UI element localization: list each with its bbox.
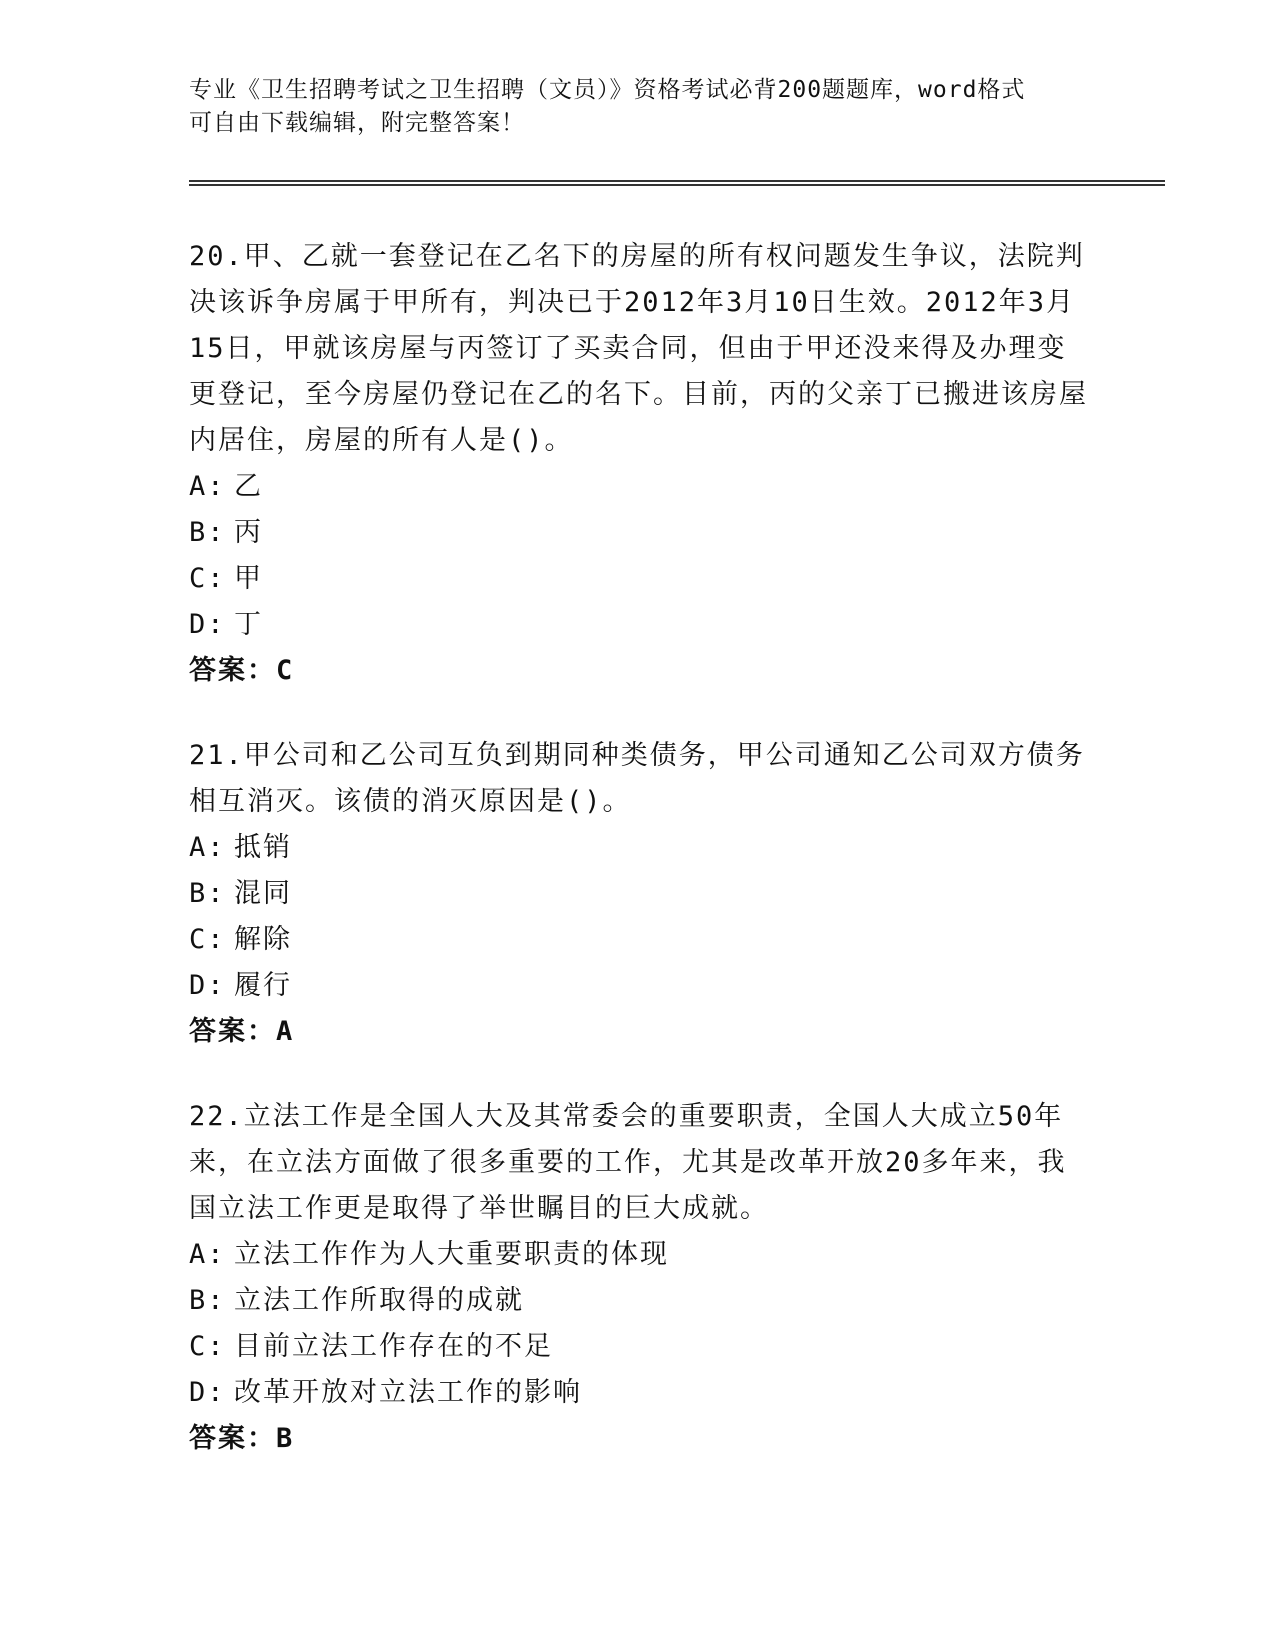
option-letter: B: xyxy=(189,517,226,548)
option-c xyxy=(189,1324,1089,1370)
option-letter: B: xyxy=(189,1285,226,1316)
header-title-line-2: 可自由下载编辑，附完整答案！ xyxy=(189,110,525,136)
option-c xyxy=(189,556,1089,602)
option-a xyxy=(189,464,1089,510)
option-d xyxy=(189,963,1089,1009)
question-list xyxy=(189,234,1089,1501)
option-text: 目前立法工作存在的不足 xyxy=(234,1331,553,1362)
question-stem: 21.甲公司和乙公司互负到期同种类债务，甲公司通知乙公司双方债务相互消灭。该债的消灭原因是()。 xyxy=(189,740,1085,817)
option-b xyxy=(189,510,1089,556)
option-text: 混同 xyxy=(234,878,292,909)
option-c xyxy=(189,917,1089,963)
header-title-line-1: 专业《卫生招聘考试之卫生招聘（文员）》资格考试必背200题题库，word格式 xyxy=(189,77,1026,103)
question-21 xyxy=(189,733,1089,1055)
question-22 xyxy=(189,1094,1089,1462)
option-letter: A: xyxy=(189,832,226,863)
option-b xyxy=(189,1278,1089,1324)
option-letter: D: xyxy=(189,970,226,1001)
option-d xyxy=(189,602,1089,648)
option-letter: B: xyxy=(189,878,226,909)
option-letter: A: xyxy=(189,471,226,502)
option-text: 立法工作作为人大重要职责的体现 xyxy=(234,1239,669,1270)
option-a xyxy=(189,825,1089,871)
header-divider xyxy=(189,180,1165,186)
option-text: 丙 xyxy=(234,517,263,548)
option-text: 抵销 xyxy=(234,832,292,863)
option-letter: D: xyxy=(189,609,226,640)
option-a xyxy=(189,1232,1089,1278)
option-letter: C: xyxy=(189,563,226,594)
option-letter: C: xyxy=(189,1331,226,1362)
answer-line: 答案：A xyxy=(189,1016,295,1047)
answer-line: 答案：C xyxy=(189,655,295,686)
option-text: 履行 xyxy=(234,970,292,1001)
option-text: 甲 xyxy=(234,563,263,594)
question-stem: 22.立法工作是全国人大及其常委会的重要职责，全国人大成立50年来，在立法方面做了很多重要的工作，尤其是改革开放20多年来，我国立法工作更是取得了举世瞩目的巨大成就。 xyxy=(189,1101,1067,1224)
option-text: 立法工作所取得的成就 xyxy=(234,1285,524,1316)
option-text: 丁 xyxy=(234,609,263,640)
option-letter: D: xyxy=(189,1377,226,1408)
option-letter: A: xyxy=(189,1239,226,1270)
option-text: 解除 xyxy=(234,924,292,955)
option-text: 改革开放对立法工作的影响 xyxy=(234,1377,582,1408)
option-d xyxy=(189,1370,1089,1416)
question-stem: 20.甲、乙就一套登记在乙名下的房屋的所有权问题发生争议，法院判决该诉争房属于甲所有，判决已于2012年3月10日生效。2012年3月15日，甲就该房屋与丙签订了买卖合同，但由于甲还没来得及办理变更登记，至今房屋仍登记在乙的名下。目前，丙的父亲丁已搬进该房屋内居住，房屋的所有人是()。 xyxy=(189,241,1088,456)
option-text: 乙 xyxy=(234,471,263,502)
option-b xyxy=(189,871,1089,917)
option-letter: C: xyxy=(189,924,226,955)
answer-line: 答案：B xyxy=(189,1423,295,1454)
document-header xyxy=(189,74,1089,140)
question-20 xyxy=(189,234,1089,694)
